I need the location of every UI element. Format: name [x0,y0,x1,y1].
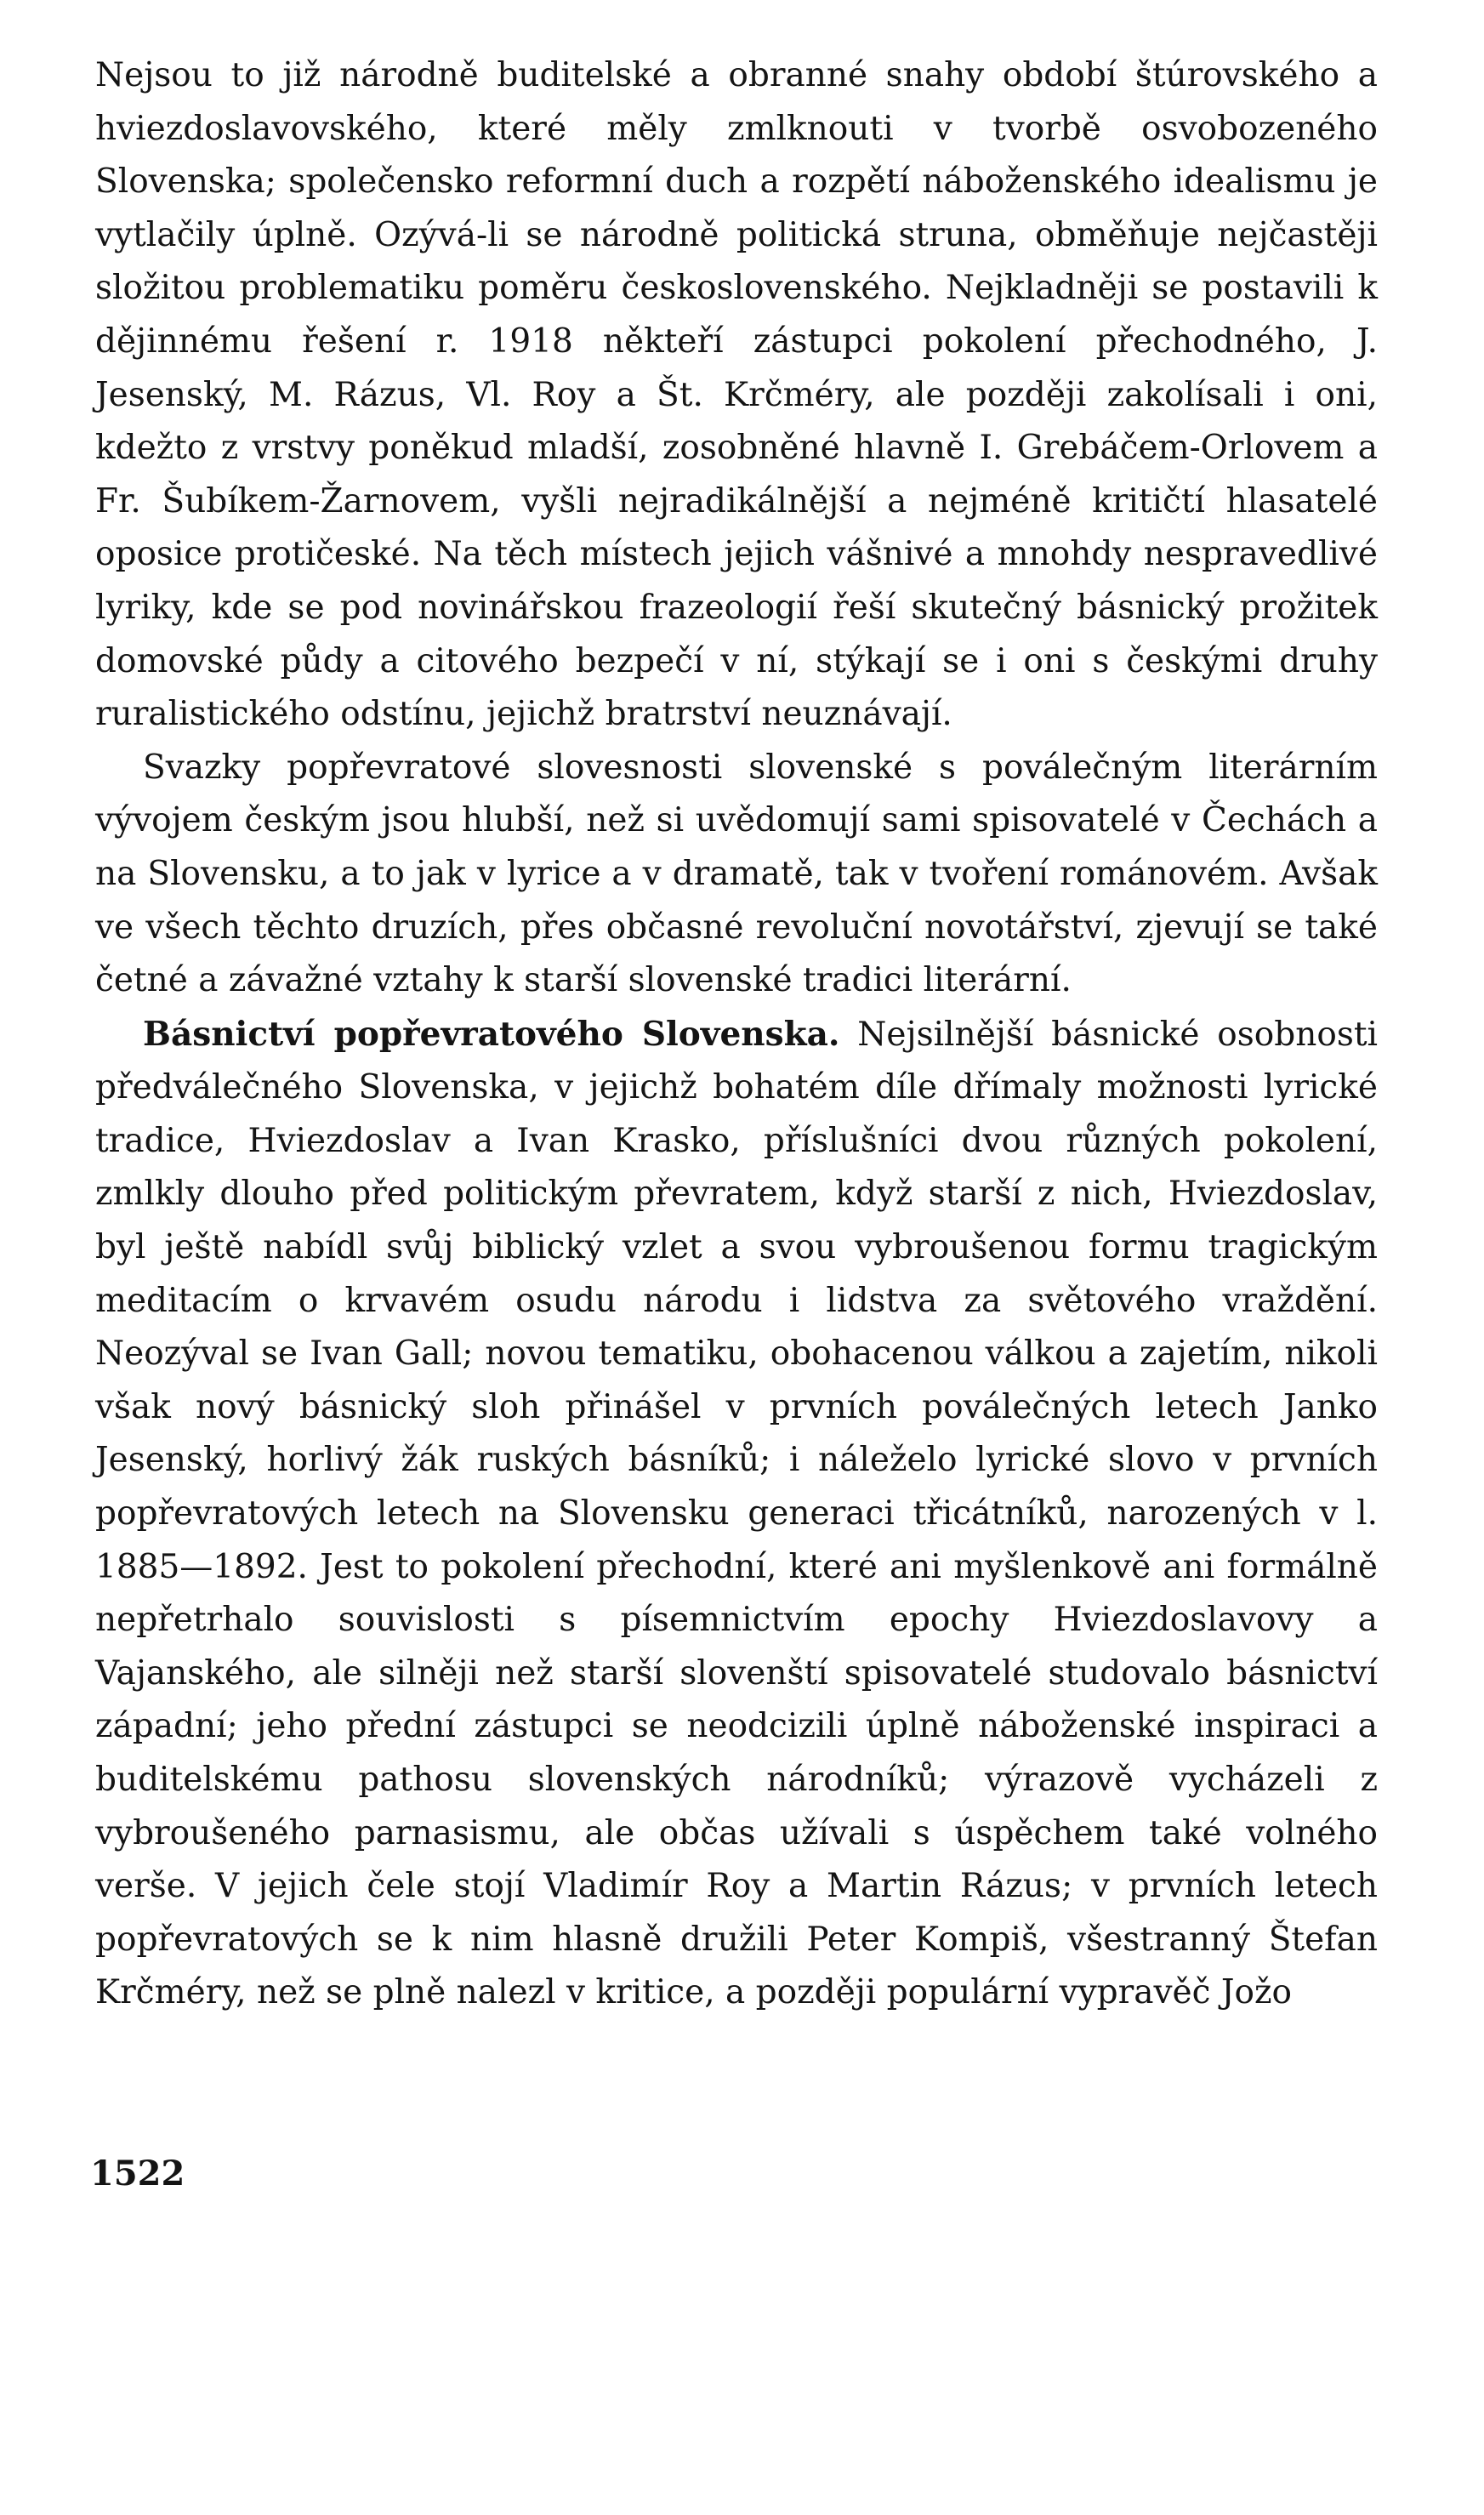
paragraph-national-struggle [95,49,1378,742]
paragraph-czech-ties [95,742,1378,1008]
paragraph-postwar-poetry [95,1008,1378,2020]
paragraph-text: Nejsilnější básnické osobnosti předválečného Slovenska, v jejichž bohatém díle dřímaly možnosti lyrické tradice, Hviezdoslav a Ivan Krasko, příslušníci dvou různých pokolení, zmlkly dlouho před politickým převratem, když starší z nich, Hviezdoslav, byl ještě nabídl svůj biblický vzlet a svou vybroušenou formu tragickým meditacím o krvavém osudu národu i lidstva za světového vraždění. Neozýval se Ivan Gall; novou tematiku, obohacenou válkou a zajetím, nikoli však nový básnický sloh přinášel v prvních poválečných letech Janko Jesenský, horlivý žák ruských básníků; i náleželo lyrické slovo v prvních popřevratových letech na Slovensku generaci třicátníků, narozených v l. 1885—1892. Jest to pokolení přechodní, které ani myšlenkově ani formálně nepřetrhalo souvislosti s písemnictvím epochy Hviezdoslavovy a Vajanského, ale silněji než starší slovenští spisovatelé studovalo básnictví západní; jeho přední zástupci se neodcizili úplně náboženské inspiraci a buditelskému pathosu slovenských národníků; výrazově vycházeli z vybroušeného parnasismu, ale občas užívali s úspěchem také volného verše. V jejich čele stojí Vladimír Roy a Martin Rázus; v prvních letech popřevratových se k nim hlasně družili Peter Kompiš, všestranný Štefan Krčméry, než se plně nalezl v kritice, a později populární vypravěč Jožo [95,1015,1378,2012]
section-run-in-heading: Básnictví popřevratového Slovenska. [143,1014,840,1054]
paragraph-text: Nejsou to již národně buditelské a obranné snahy období štúrovského a hviezdoslavovského, které měly zmlknouti v tvorbě osvobozeného Slovenska; společensko reformní duch a rozpětí náboženského idealismu je vytlačily úplně. Ozývá-li se národně politická struna, obměňuje nejčastěji složitou problematiku poměru československého. Nejkladněji se postavili k dějinnému řešení r. 1918 někteří zástupci pokolení přechodného, J. Jesenský, M. Rázus, Vl. Roy a Št. Krčméry, ale později zakolísali i oni, kdežto z vrstvy poněkud mladší, zosobněné hlavně I. Grebáčem-Orlovem a Fr. Šubíkem-Žarnovem, vyšli nejradikálnější a nejméně kritičtí hlasatelé oposice protičeské. Na těch místech jejich vášnivé a mnohdy nespravedlivé lyriky, kde se pod novinářskou frazeologií řeší skutečný básnický prožitek domovské půdy a citového bezpečí v ní, stýkají se i oni s českými druhy ruralistického odstínu, jejichž bratrství neuznávají. [95,56,1378,734]
paragraph-text: Svazky popřevratové slovesnosti slovenské s poválečným literárním vývojem českým jsou hlubší, než si uvědomují sami spisovatelé v Čechách a na Slovensku, a to jak v lyrice a v dramatě, tak v tvoření románovém. Avšak ve všech těchto druzích, přes občasné revoluční novotářství, zjevují se také četné a závažné vztahy k starší slovenské tradici literární. [95,748,1378,1000]
page-body [95,49,1378,2020]
page-number: 1522 [90,2154,185,2194]
